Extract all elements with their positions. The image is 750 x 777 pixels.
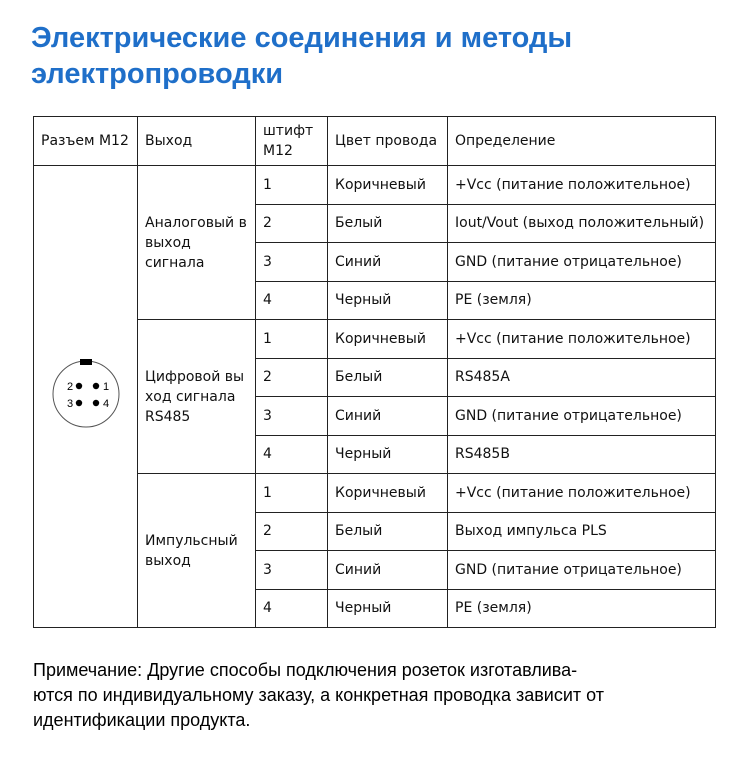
wire-color-cell: Белый	[328, 358, 448, 397]
connector-cell	[34, 166, 138, 628]
page-title-line-1: Электрические соединения и методы	[31, 22, 573, 54]
pin-cell: 3	[256, 243, 328, 282]
pin-dot-4	[93, 399, 99, 405]
definition-cell: Iout/Vout (выход положительный)	[448, 204, 716, 243]
definition-cell: Выход импульса PLS	[448, 512, 716, 551]
wire-color-cell: Белый	[328, 204, 448, 243]
connector-key	[80, 359, 92, 365]
pin-dot-1	[93, 382, 99, 388]
wire-color-cell: Коричневый	[328, 474, 448, 513]
definition-cell: +Vcc (питание положительное)	[448, 474, 716, 513]
pin-cell: 1	[256, 320, 328, 359]
header-pin	[256, 117, 328, 166]
definition-cell: +Vcc (питание положительное)	[448, 320, 716, 359]
table-row	[34, 166, 716, 205]
definition-cell: GND (питание отрицательное)	[448, 243, 716, 282]
header-pin-line-1: штифт	[263, 123, 314, 139]
note-line-1: Примечание: Другие способы подключения розеток изготавлива-	[33, 660, 578, 680]
note-line-3: идентификации продукта.	[33, 710, 251, 730]
output-label-line: выход	[145, 552, 191, 569]
wire-color-cell: Синий	[328, 243, 448, 282]
definition-cell: PE (земля)	[448, 589, 716, 628]
pin-cell: 3	[256, 551, 328, 590]
output-label-line: RS485	[145, 408, 191, 425]
definition-cell: +Vcc (питание положительное)	[448, 166, 716, 205]
pin-cell: 1	[256, 166, 328, 205]
wire-color-cell: Синий	[328, 551, 448, 590]
pin-cell: 2	[256, 204, 328, 243]
m12-connector-icon	[41, 349, 131, 439]
definition-cell: GND (питание отрицательное)	[448, 551, 716, 590]
pin-dot-2	[76, 382, 82, 388]
header-output: Выход	[138, 117, 256, 166]
header-pin-line-2: M12	[263, 143, 293, 159]
note-line-2: ются по индивидуальному заказу, а конкретная проводка зависит от	[33, 685, 604, 705]
pin-label-2: 2	[67, 380, 74, 393]
wire-color-cell: Коричневый	[328, 166, 448, 205]
pin-label-3: 3	[67, 397, 74, 410]
pin-cell: 4	[256, 281, 328, 320]
pin-cell: 4	[256, 589, 328, 628]
wire-color-cell: Коричневый	[328, 320, 448, 359]
definition-cell: RS485B	[448, 435, 716, 474]
page-title	[31, 20, 731, 92]
pin-label-4: 4	[103, 397, 110, 410]
wiring-table	[33, 116, 716, 628]
wire-color-cell: Черный	[328, 281, 448, 320]
output-group-pulse	[138, 474, 256, 628]
output-label-line: ход сигнала	[145, 388, 236, 405]
definition-cell: RS485A	[448, 358, 716, 397]
connector-outline	[53, 361, 119, 427]
output-label-line: Цифровой вы	[145, 368, 245, 385]
pin-cell: 3	[256, 397, 328, 436]
wire-color-cell: Синий	[328, 397, 448, 436]
pin-label-1: 1	[103, 380, 110, 393]
definition-cell: GND (питание отрицательное)	[448, 397, 716, 436]
wire-color-cell: Белый	[328, 512, 448, 551]
table-header-row	[34, 117, 716, 166]
output-group-analog	[138, 166, 256, 320]
pin-dot-3	[76, 399, 82, 405]
output-label-line: Аналоговый в	[145, 214, 247, 231]
output-label-line: Импульсный	[145, 532, 238, 549]
page-title-line-2: электропроводки	[31, 58, 284, 90]
pin-cell: 1	[256, 474, 328, 513]
output-label-line: выход сигнала	[145, 234, 205, 271]
header-wire-color: Цвет провода	[328, 117, 448, 166]
header-definition: Определение	[448, 117, 716, 166]
pin-cell: 4	[256, 435, 328, 474]
output-group-rs485	[138, 320, 256, 474]
wire-color-cell: Черный	[328, 589, 448, 628]
definition-cell: PE (земля)	[448, 281, 716, 320]
wire-color-cell: Черный	[328, 435, 448, 474]
note-paragraph	[33, 658, 738, 733]
header-connector: Разъем M12	[34, 117, 138, 166]
pin-cell: 2	[256, 512, 328, 551]
pin-cell: 2	[256, 358, 328, 397]
